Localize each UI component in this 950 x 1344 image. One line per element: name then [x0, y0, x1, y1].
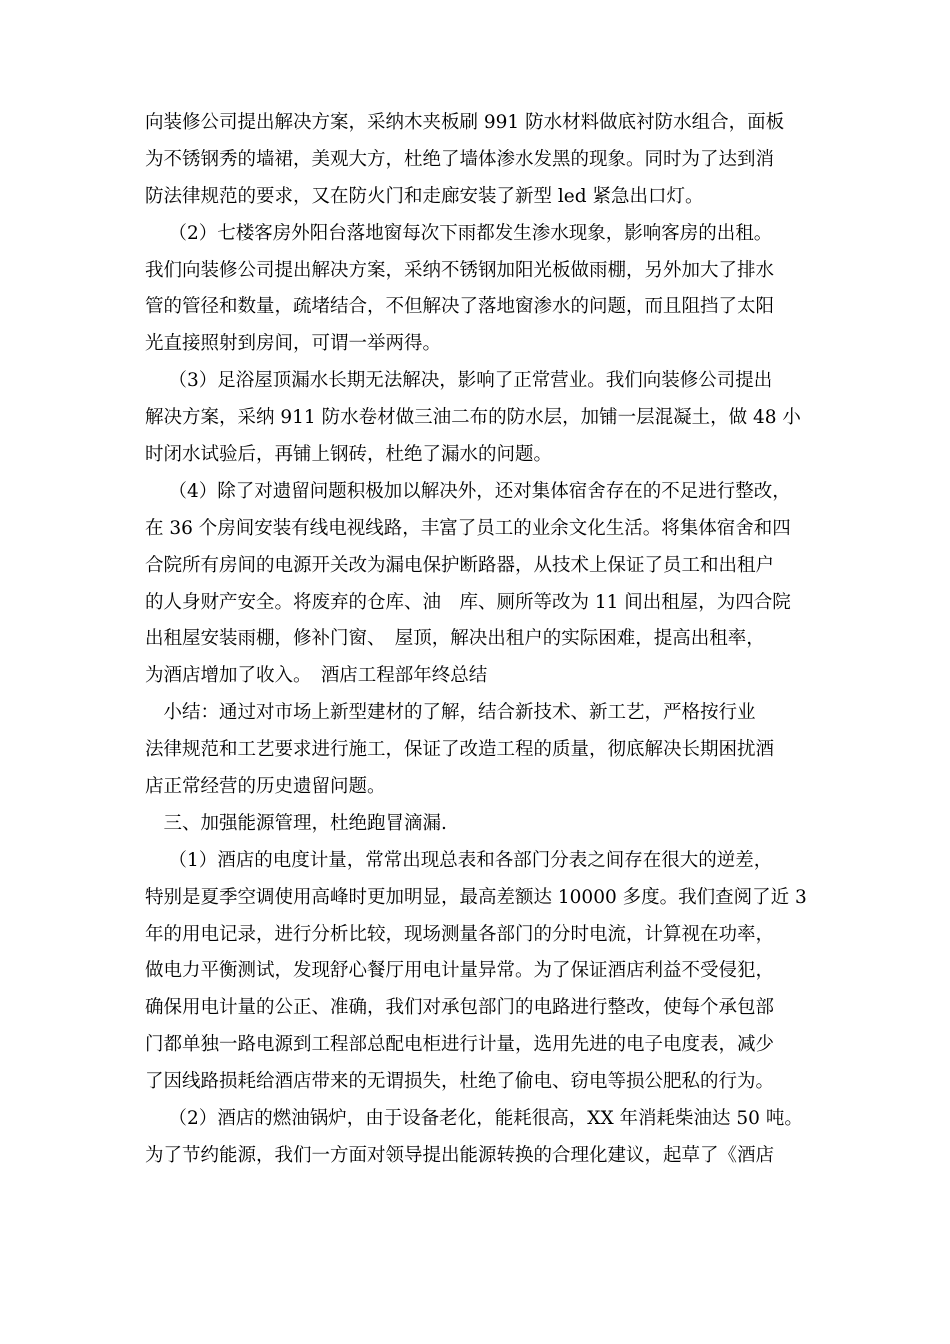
text-line: 为酒店增加了收入。 酒店工程部年终总结: [145, 665, 488, 687]
text-line: 的人身财产安全。将废弃的仓库、油 库、厕所等改为 11 间出租屋，为四合院: [145, 591, 791, 613]
text-line: 门都单独一路电源到工程部总配电柜进行计量，选用先进的电子电度表，减少: [145, 1034, 775, 1056]
text-line: 时闭水试验后，再铺上钢砖，杜绝了漏水的问题。: [145, 444, 553, 466]
section-heading: 三、加强能源管理，杜绝跑冒滴漏.: [145, 812, 447, 834]
body-text: [145, 105, 810, 1175]
text-line: 管的管径和数量，疏堵结合，不但解决了落地窗渗水的问题，而且阻挡了太阳: [145, 296, 775, 318]
text-line: 了因线路损耗给酒店带来的无谓损失，杜绝了偷电、窃电等损公肥私的行为。: [145, 1071, 775, 1093]
text-line: 出租屋安装雨棚，修补门窗、 屋顶，解决出租户的实际困难，提高出租率，: [145, 628, 765, 650]
text-line: 小结：通过对市场上新型建材的了解，结合新技术、新工艺，严格按行业: [145, 702, 756, 724]
text-line: 为不锈钢秀的墙裙，美观大方，杜绝了墙体渗水发黑的现象。同时为了达到消: [145, 148, 775, 170]
text-line: 为了节约能源，我们一方面对领导提出能源转换的合理化建议，起草了《酒店: [145, 1144, 775, 1166]
text-line: 店正常经营的历史遗留问题。: [145, 776, 386, 798]
text-line: （2）酒店的燃油锅炉，由于设备老化，能耗很高，XX 年消耗柴油达 50 吨。: [145, 1108, 803, 1130]
text-line: 我们向装修公司提出解决方案，采纳不锈钢加阳光板做雨棚，另外加大了排水: [145, 259, 775, 281]
text-line: （3）足浴屋顶漏水长期无法解决，影响了正常营业。我们向装修公司提出: [145, 370, 773, 392]
text-line: （1）酒店的电度计量，常常出现总表和各部门分表之间存在很大的逆差，: [145, 849, 773, 871]
text-line: 向装修公司提出解决方案，采纳木夹板刷 991 防水材料做底衬防水组合，面板: [145, 112, 785, 133]
text-line: （4）除了对遗留问题积极加以解决外，还对集体宿舍存在的不足进行整改，: [145, 480, 791, 502]
text-line: 法律规范和工艺要求进行施工，保证了改造工程的质量，彻底解决长期困扰酒: [145, 739, 775, 761]
text-line: 解决方案，采纳 911 防水卷材做三油二布的防水层，加铺一层混凝土，做 48 小: [145, 407, 801, 429]
text-line: 在 36 个房间安装有线电视线路，丰富了员工的业余文化生活。将集体宿舍和四: [145, 517, 791, 539]
text-line: 年的用电记录，进行分析比较，现场测量各部门的分时电流，计算视在功率，: [145, 923, 775, 945]
text-line: 确保用电计量的公正、准确，我们对承包部门的电路进行整改，使每个承包部: [145, 997, 775, 1019]
text-line: 做电力平衡测试，发现舒心餐厅用电计量异常。为了保证酒店利益不受侵犯，: [145, 960, 775, 982]
text-line: 光直接照射到房间，可谓一举两得。: [145, 333, 442, 355]
text-line: 防法律规范的要求，又在防火门和走廊安装了新型 led 紧急出口灯。: [145, 185, 704, 207]
text-line: （2）七楼客房外阳台落地窗每次下雨都发生渗水现象，影响客房的出租。: [145, 222, 773, 244]
text-line: 合院所有房间的电源开关改为漏电保护断路器，从技术上保证了员工和出租户: [145, 554, 775, 576]
text-line: 特别是夏季空调使用高峰时更加明显，最高差额达 10000 多度。我们查阅了近 3: [145, 886, 807, 908]
